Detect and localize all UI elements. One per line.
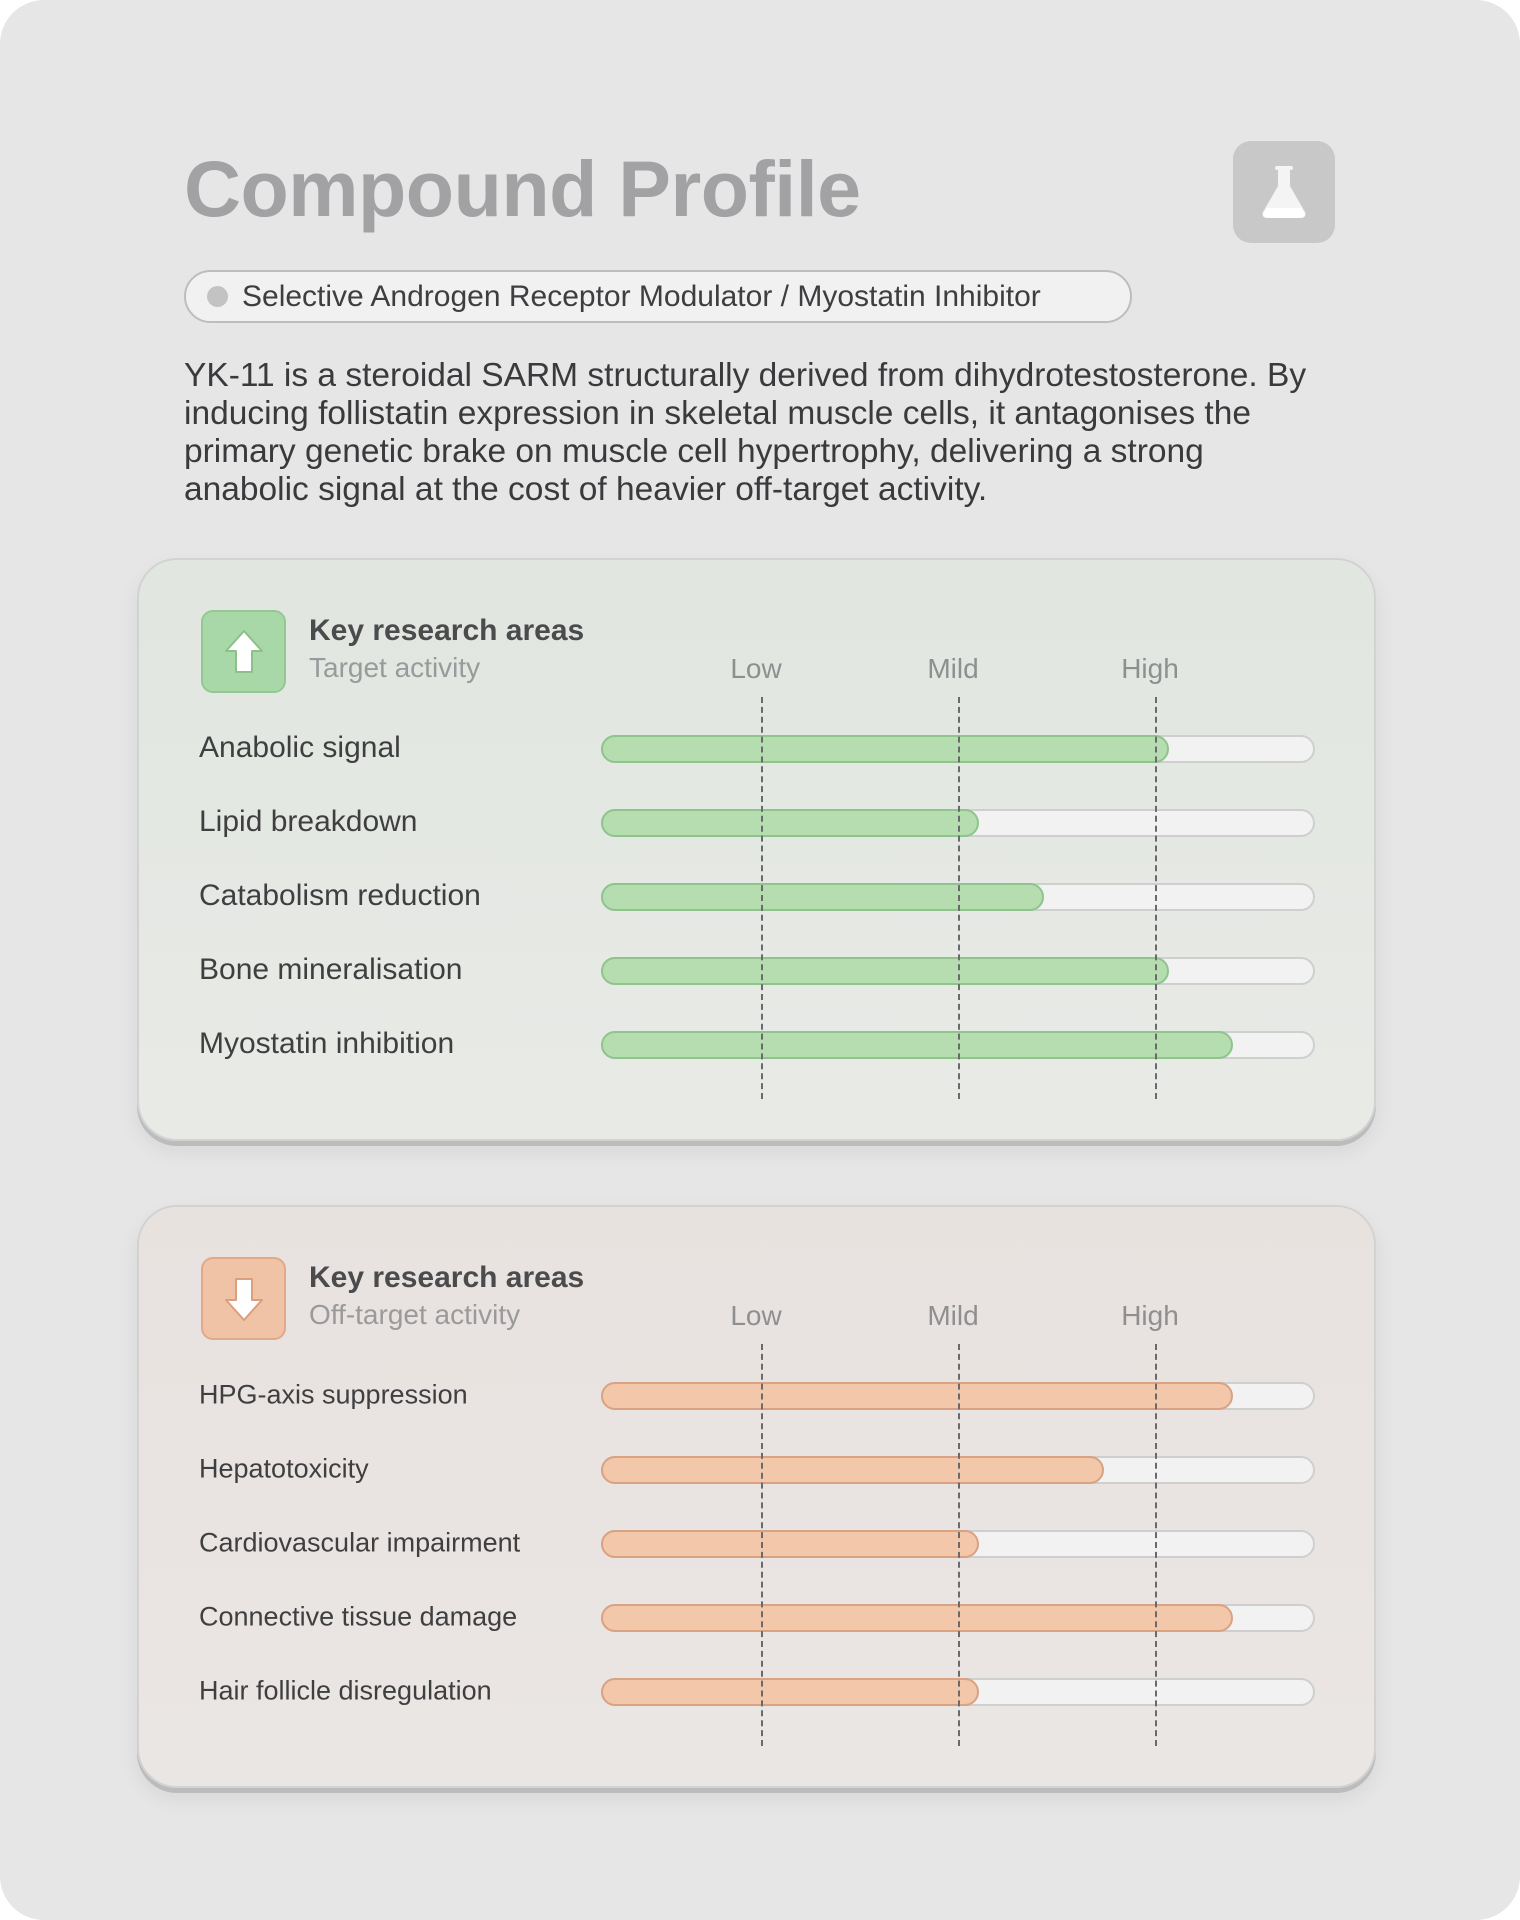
scale-label-low: Low xyxy=(730,1300,782,1331)
scale-label-low: Low xyxy=(730,653,782,684)
activity-bar-fill xyxy=(601,1382,1233,1410)
gridline-low xyxy=(761,1344,763,1746)
arrow-down-icon xyxy=(223,1275,265,1323)
panel-subtitle: Target activity xyxy=(309,652,481,683)
activity-bar-fill xyxy=(601,809,979,837)
scale-label-high: High xyxy=(1121,1300,1179,1331)
row-label-hair-follicle-disregulation: Hair follicle disregulation xyxy=(199,1675,492,1706)
gridline-high xyxy=(1155,697,1157,1099)
row-label-lipid-breakdown: Lipid breakdown xyxy=(199,805,418,838)
flask-icon-button[interactable] xyxy=(1233,141,1335,243)
row-label-cardiovascular-impairment: Cardiovascular impairment xyxy=(199,1527,521,1558)
gridline-high xyxy=(1155,1344,1157,1746)
compound-class-chip xyxy=(184,270,1132,323)
activity-bar-fill xyxy=(601,1031,1233,1059)
activity-bar-fill xyxy=(601,957,1169,985)
row-label-catabolism-reduction: Catabolism reduction xyxy=(199,879,481,912)
gridline-mild xyxy=(958,697,960,1099)
activity-bar-fill xyxy=(601,1604,1233,1632)
panel-title: Key research areas xyxy=(309,614,585,647)
panel-subtitle: Off-target activity xyxy=(309,1299,521,1330)
gridline-low xyxy=(761,697,763,1099)
target-activity-card xyxy=(137,558,1376,1141)
status-dot xyxy=(207,286,228,307)
activity-bar-fill xyxy=(601,1678,979,1706)
row-label-connective-tissue-damage: Connective tissue damage xyxy=(199,1601,518,1632)
scale-label-mild: Mild xyxy=(927,1300,979,1331)
activity-bar-fill xyxy=(601,1530,979,1558)
compound-description: YK-11 is a steroidal SARM structurally derived from dihydrotestosterone. By inducing follistatin expression in skeletal muscle cells, it antagonises the primary genetic brake on muscle cell hypertrophy, delivering a strong anabolic signal at the cost of heavier off-target activity. xyxy=(184,357,1307,508)
row-label-hepatotoxicity: Hepatotoxicity xyxy=(199,1453,369,1484)
panel-title: Key research areas xyxy=(309,1261,585,1294)
arrow-up-icon xyxy=(223,628,265,676)
page-title: Compound Profile xyxy=(184,144,861,233)
activity-bar-fill xyxy=(601,883,1044,911)
compound-class-label: Selective Androgen Receptor Modulator / Myostatin Inhibitor xyxy=(242,279,1041,313)
target-activity-badge xyxy=(201,610,286,693)
row-label-bone-mineralisation: Bone mineralisation xyxy=(199,953,463,986)
scale-label-mild: Mild xyxy=(927,653,979,684)
offtarget-activity-card xyxy=(137,1205,1376,1788)
scale-label-high: High xyxy=(1121,653,1179,684)
flask-icon xyxy=(1259,164,1309,220)
row-label-myostatin-inhibition: Myostatin inhibition xyxy=(199,1027,455,1060)
row-label-anabolic-signal: Anabolic signal xyxy=(199,731,401,764)
offtarget-activity-badge xyxy=(201,1257,286,1340)
gridline-mild xyxy=(958,1344,960,1746)
activity-bar-fill xyxy=(601,735,1169,763)
activity-bar-fill xyxy=(601,1456,1104,1484)
row-label-hpg-axis-suppression: HPG-axis suppression xyxy=(199,1379,468,1410)
